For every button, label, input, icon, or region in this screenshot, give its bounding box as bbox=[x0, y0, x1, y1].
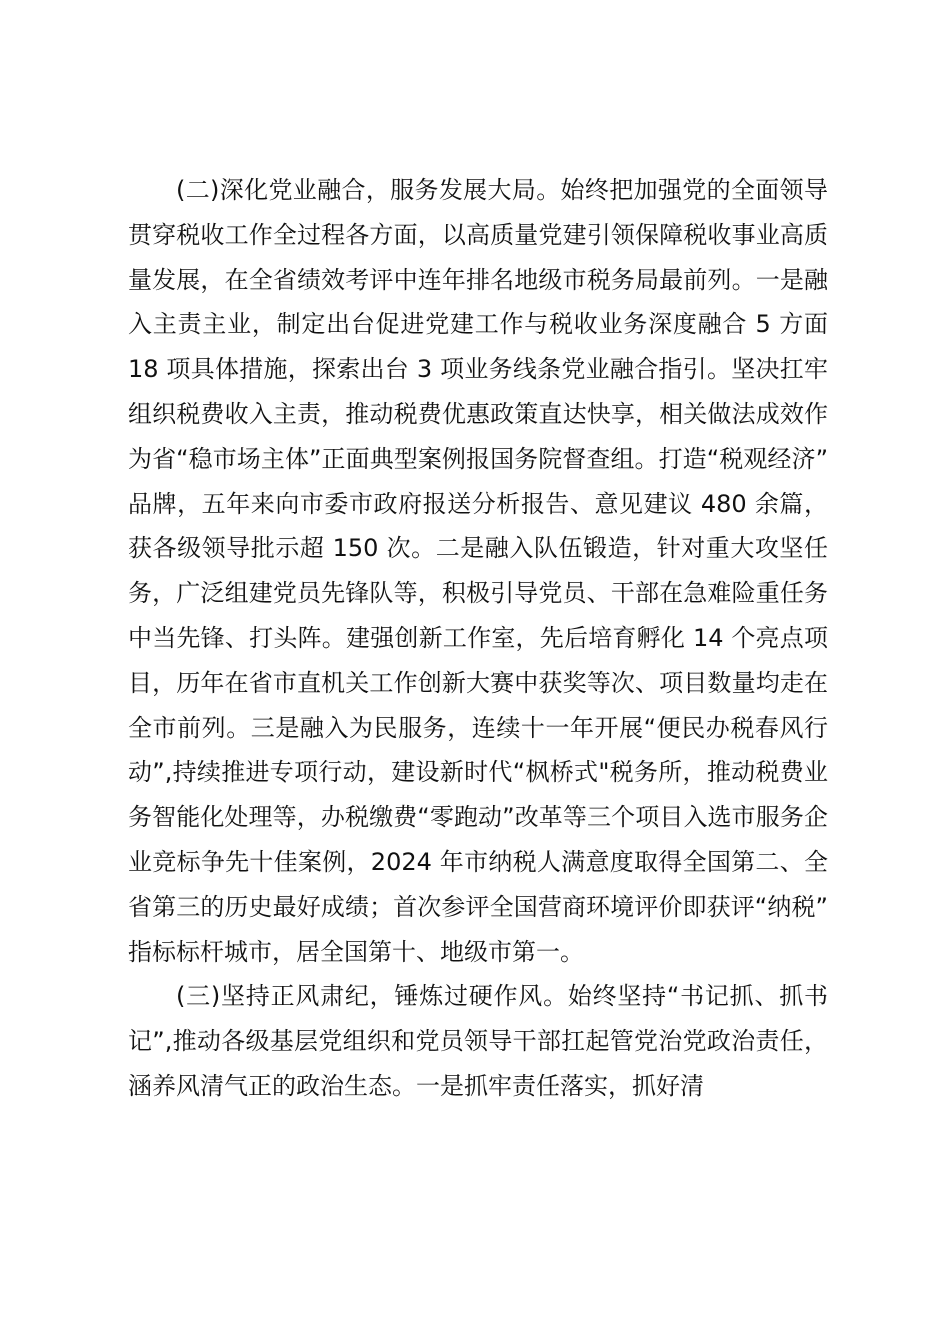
paragraph-section-3: (三)坚持正风肃纪，锤炼过硬作风。始终坚持“书记抓、抓书记”,推动各级基层党组织和党员领导干部扛起管党治党政治责任，涵养风清气正的政治生态。一是抓牢责任落实，抓好清 bbox=[128, 982, 828, 1100]
paragraph-section-2: (二)深化党业融合，服务发展大局。始终把加强党的全面领导贯穿税收工作全过程各方面，以高质量党建引领保障税收事业高质量发展，在全省绩效考评中连年排名地级市税务局最前列。一是融入主责主业，制定出台促进党建工作与税收业务深度融合 5 方面 18 项具体措施，探索出台 3 项业务线条党业融合指引。坚决扛牢组织税费收入主责，推动税费优惠政策直达快享，相关做法成效作为省“稳市场主体”正面典型案例报国务院督查组。打造“税观经济”品牌，五年来向市委市政府报送分析报告、意见建议 480 余篇，获各级领导批示超 150 次。二是融入队伍锻造，针对重大攻坚任务，广泛组建党员先锋队等，积极引导党员、干部在急难险重任务中当先锋、打头阵。建强创新工作室，先后培育孵化 14 个亮点项目，历年在省市直机关工作创新大赛中获奖等次、项目数量均走在全市前列。三是融入为民服务，连续十一年开展“便民办税春风行动”,持续推进专项行动，建设新时代“枫桥式"税务所，推动税费业务智能化处理等，办税缴费“零跑动”改革等三个项目入选市服务企业竞标争先十佳案例，2024 年市纳税人满意度取得全国第二、全省第三的历史最好成绩；首次参评全国营商环境评价即获评“纳税”指标标杆城市，居全国第十、地级市第一。 bbox=[128, 176, 828, 966]
document-body bbox=[128, 168, 828, 1109]
